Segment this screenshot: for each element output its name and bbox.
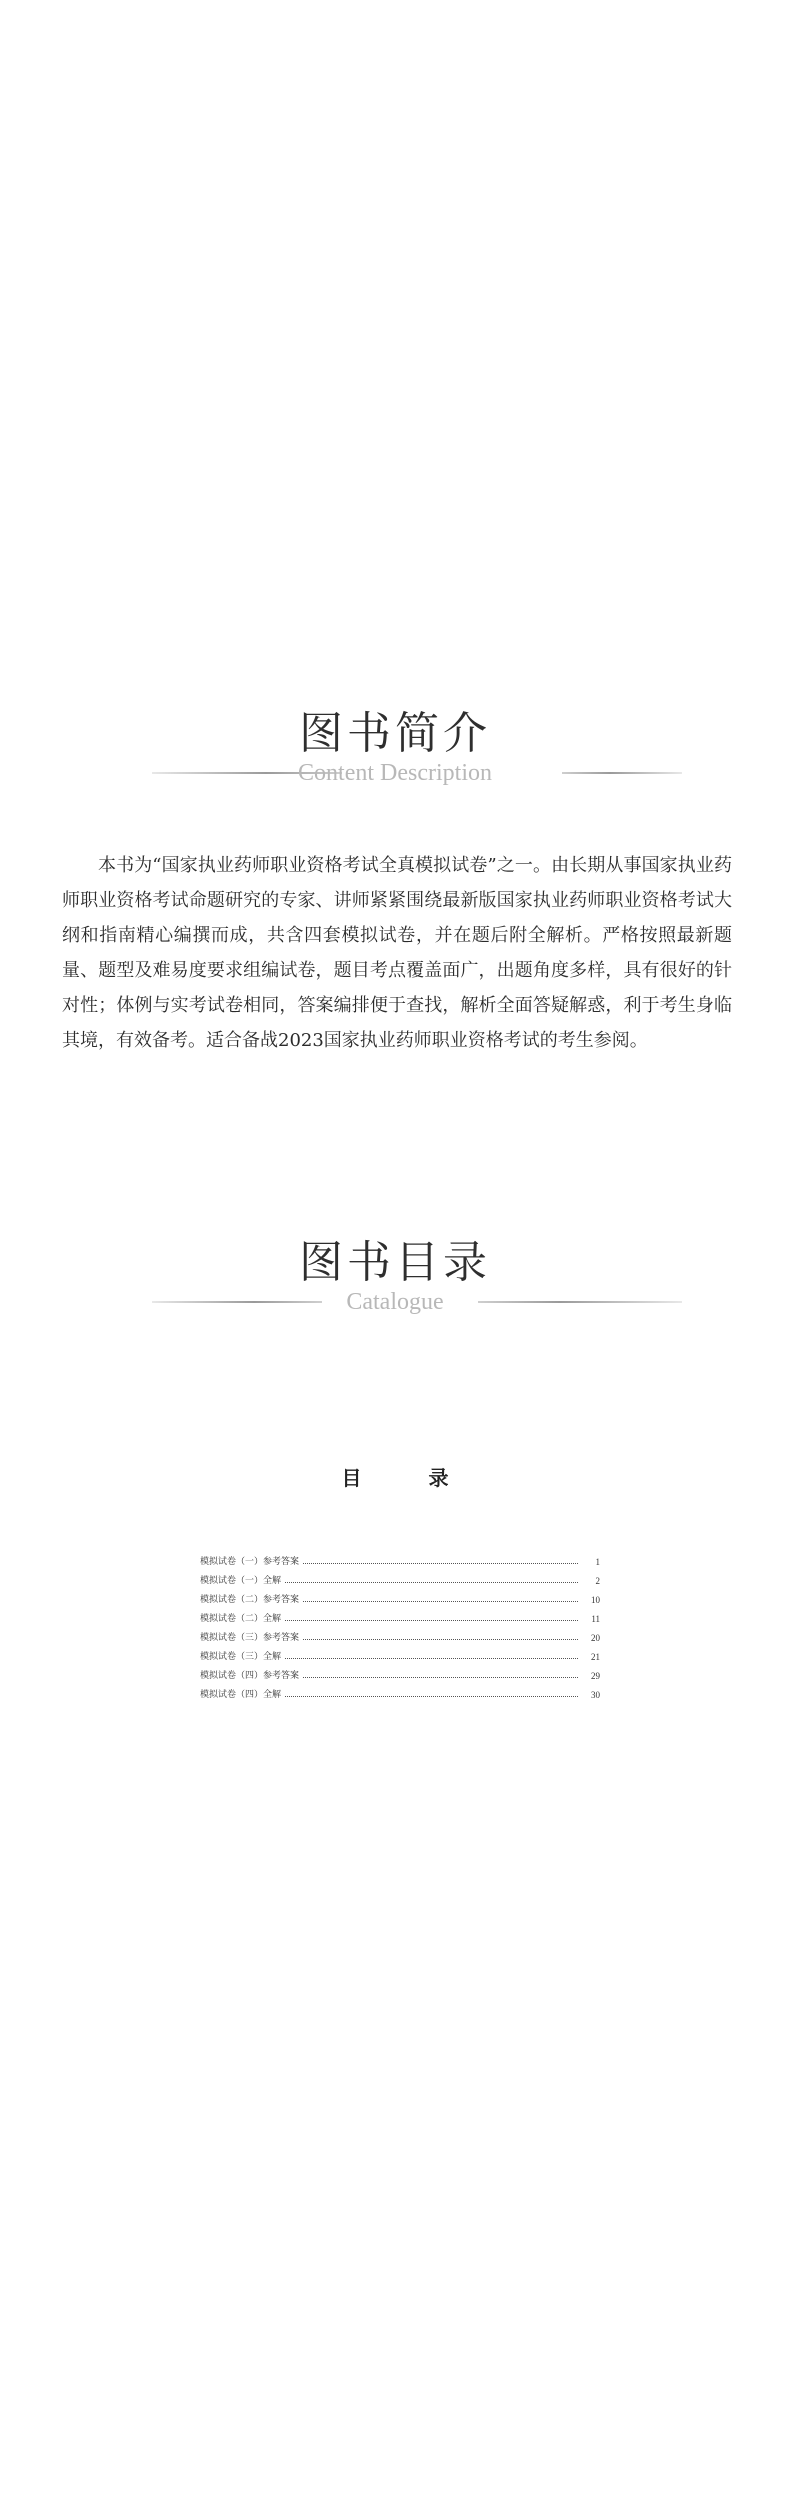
toc-entry[interactable] xyxy=(200,1662,600,1681)
toc-leader-dots xyxy=(285,1657,578,1659)
toc-entry-page: 11 xyxy=(591,1614,600,1624)
toc-leader-dots xyxy=(285,1695,578,1697)
book-description: 本书为“国家执业药师职业资格考试全真模拟试卷”之一。由长期从事国家执业药师职业资格考试命题研究的专家、讲师紧紧围绕最新版国家执业药师职业资格考试大纲和指南精心编撰而成，共含四套模拟试卷，并在题后附全解析。严格按照最新题量、题型及难易度要求组编试卷，题目考点覆盖面广，出题角度多样，具有很好的针对性；体例与实考试卷相同，答案编排便于查找，解析全面答疑解惑，利于考生身临其境，有效备考。适合备战2023国家执业药师职业资格考试的考生参阅。 xyxy=(62,855,732,1051)
header-rule-right xyxy=(562,772,682,774)
header-rule-right xyxy=(478,1301,682,1303)
toc-entry-label: 模拟试卷（二）参考答案 xyxy=(200,1595,300,1605)
toc-leader-dots xyxy=(303,1676,578,1678)
toc-entry-page: 29 xyxy=(591,1671,600,1681)
toc-entry[interactable] xyxy=(200,1624,600,1643)
toc-leader-dots xyxy=(285,1619,578,1621)
toc-entry[interactable] xyxy=(200,1586,600,1605)
toc-entry-page: 21 xyxy=(591,1652,600,1662)
intro-subtitle: Content Description xyxy=(298,760,492,786)
toc-entry-page: 10 xyxy=(591,1595,600,1605)
toc-entry-label: 模拟试卷（一）参考答案 xyxy=(200,1557,300,1567)
intro-header xyxy=(0,706,790,816)
toc-title: 目 录 xyxy=(341,1466,479,1490)
toc-entry-page: 1 xyxy=(595,1557,600,1567)
table-of-contents xyxy=(200,1548,600,1700)
toc-entry-label: 模拟试卷（一）全解 xyxy=(200,1576,282,1586)
catalogue-header xyxy=(0,1235,790,1345)
intro-title: 图书简介 xyxy=(299,708,491,759)
toc-entry-label: 模拟试卷（三）参考答案 xyxy=(200,1633,300,1643)
catalogue-subtitle: Catalogue xyxy=(346,1289,444,1315)
toc-leader-dots xyxy=(285,1581,578,1583)
toc-entry[interactable] xyxy=(200,1643,600,1662)
toc-entry[interactable] xyxy=(200,1548,600,1567)
toc-entry[interactable] xyxy=(200,1681,600,1700)
toc-entry[interactable] xyxy=(200,1567,600,1586)
toc-leader-dots xyxy=(303,1638,578,1640)
toc-entry-label: 模拟试卷（二）全解 xyxy=(200,1614,282,1624)
toc-entry-label: 模拟试卷（三）全解 xyxy=(200,1652,282,1662)
toc-leader-dots xyxy=(303,1562,578,1564)
toc-entry-label: 模拟试卷（四）全解 xyxy=(200,1690,282,1700)
toc-entry-page: 2 xyxy=(595,1576,600,1586)
toc-leader-dots xyxy=(303,1600,578,1602)
toc-entry-page: 20 xyxy=(591,1633,600,1643)
catalogue-title: 图书目录 xyxy=(299,1237,491,1288)
toc-entry-label: 模拟试卷（四）参考答案 xyxy=(200,1671,300,1681)
toc-entry-page: 30 xyxy=(591,1690,600,1700)
toc-entry[interactable] xyxy=(200,1605,600,1624)
